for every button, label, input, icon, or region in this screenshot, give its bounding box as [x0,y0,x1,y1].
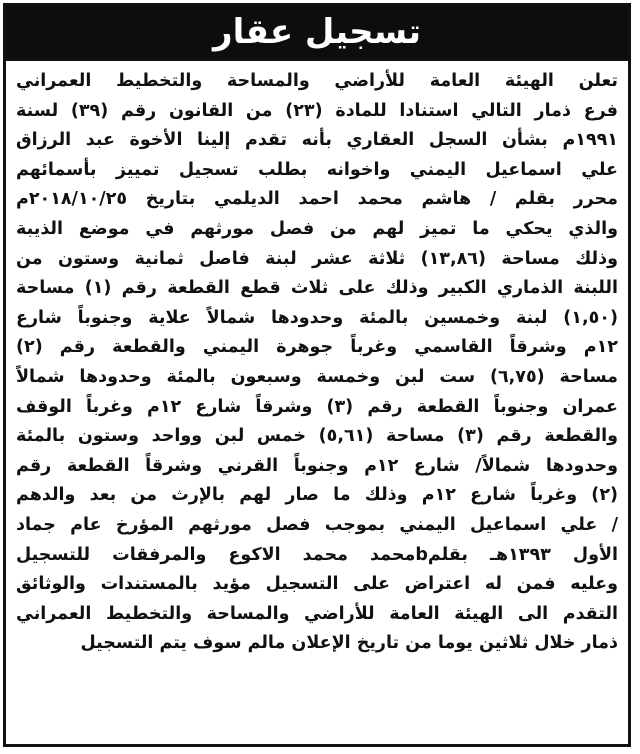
notice-line: ذمار خلال ثلاثين يوما من تاريخ الإعلان مالم سوف يتم التسجيل [80,633,618,654]
notice-line: الأول ١٣٩٣هـ بقلمbمحمد محمد الاكوع والمرفقات للتسجيل [16,544,618,565]
notice-line: / علي اسماعيل اليمني بموجب فصل مورثهم المؤرخ عام جماد [16,514,618,535]
notice-title-bar [6,6,628,61]
notice-line: والذي يحكي ما تميز لهم من فصل مورثهم في موضع الذيبة [16,218,618,239]
notice-line: التقدم الى الهيئة العامة للأراضي والمساحة والتخطيط العمراني [16,603,618,624]
notice-line: والقطعة رقم (٣) مساحة (٥,٦١) خمس لبن وواحد وستون بالمئة [16,426,618,447]
notice-line: فرع ذمار التالي استنادا للمادة (٢٣) من القانون رقم (٣٩) لسنة [16,100,618,121]
property-registration-notice [3,3,631,747]
notice-line: اللبنة الذماري الكبير وذلك على ثلاث قطع القطعة رقم (١) مساحة [16,278,618,299]
notice-line: وحدودها شمالاً/ شارع ١٢م وجنوباً القرني وشرقاً القطعة رقم [16,455,618,476]
notice-title: تسجيل عقار [213,12,421,52]
notice-line: علي اسماعيل اليمني واخوانه بطلب تسجيل تمييز بأسمائهم [16,159,618,180]
notice-body [6,61,628,659]
notice-line: تعلن الهيئة العامة للأراضي والمساحة والتخطيط العمراني [16,71,618,91]
notice-line: (٢) وغرباً شارع ١٢م وذلك ما صار لهم بالإرث من بعد والدهم [16,485,618,506]
notice-line: ١٩٩١م بشأن السجل العقاري بأنه تقدم إلينا الأخوة عبد الرزاق [16,130,618,151]
notice-line: محرر بقلم / هاشم محمد احمد الديلمي بتاريخ ٢٠١٨/١٠/٢٥م [16,189,618,210]
notice-line: مساحة (٦,٧٥) ست لبن وخمسة وسبعون بالمئة وحدودها شمالاً [16,366,618,387]
notice-line: (١,٥٠) لبنة وخمسين بالمئة وحدودها شمالاً علاية وجنوباً شارع [16,307,618,328]
notice-line: وذلك مساحة (١٣,٨٦) ثلاثة عشر لبنة فاصل ثمانية وستون من [16,248,618,269]
notice-line: ١٢م وشرقاً القاسمي وغرباً جوهرة اليمني والقطعة رقم (٢) [16,337,618,358]
notice-line: وعليه فمن له اعتراض على التسجيل مؤيد بالمستندات والوثائق [16,574,618,595]
notice-line: عمران وجنوباً القطعة رقم (٣) وشرقاً شارع ١٢م وغرباً الوقف [16,396,618,417]
